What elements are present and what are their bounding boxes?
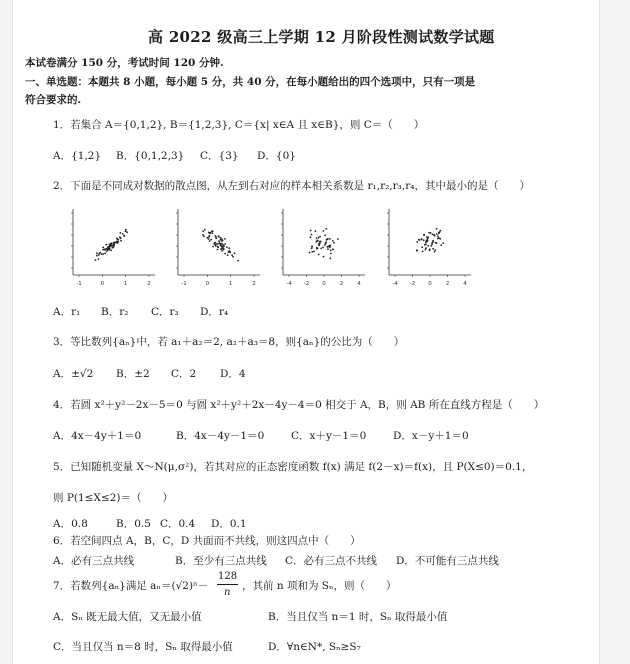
scatter-point [332, 240, 334, 242]
scatter-point [332, 248, 334, 250]
scatter-point [116, 237, 118, 239]
scatter-point [208, 236, 210, 238]
scatter-point [217, 246, 219, 248]
scatter-point [118, 239, 120, 241]
page-title: 高 2022 级高三上学期 12 月阶段性测试数学试题 [148, 28, 495, 46]
x-tick-label: 2 [445, 281, 450, 287]
q7-option-c: C．当且仅当 n＝8 时，Sₙ 取得最小值 [53, 641, 233, 653]
scatter-point [125, 229, 127, 231]
question-3-stem: 3．等比数列{aₙ}中，若 a₁＋a₂＝2, a₂＋a₃＝8，则{aₙ}的公比为（ ） [53, 336, 405, 348]
scatter-point [204, 229, 206, 231]
question-6-stem: 6．若空间四点 A，B，C，D 共面而不共线，则这四点中（ ） [53, 535, 361, 547]
scatter-point [322, 247, 324, 249]
scatter-point [105, 244, 107, 246]
scatter-point [324, 234, 326, 236]
scatter-point [323, 256, 325, 258]
scatter-point [224, 238, 226, 240]
scatter-point [440, 230, 442, 232]
scatter-point [416, 250, 418, 252]
scatter-point [320, 241, 322, 243]
x-tick-label: 0 [322, 281, 326, 287]
scatter-point [220, 248, 222, 250]
scatter-point [125, 230, 127, 232]
question-5-stem-cont: 则 P(1≤X≤2)＝（ ） [53, 492, 174, 504]
scatter-point [319, 236, 321, 238]
x-tick-label: -4 [392, 281, 398, 287]
scatter-point [422, 251, 424, 253]
scatter-point [123, 235, 125, 237]
q6-option-c: C．必有三点不共线 [285, 555, 378, 567]
scatter-point [101, 253, 103, 255]
q7-fraction-bar [217, 584, 238, 585]
q1-option-d: D．{0} [257, 150, 296, 162]
scatter-point [229, 251, 231, 253]
scatter-point [227, 254, 229, 256]
scatter-point [327, 246, 329, 248]
scatter-point [323, 230, 325, 232]
x-tick-label: -1 [181, 281, 187, 287]
q4-option-c: C．x＋y－1＝0 [291, 430, 367, 442]
scatter-point [325, 243, 327, 245]
scatter-point [116, 241, 118, 243]
scatter-point [437, 238, 439, 240]
scatter-point [223, 249, 225, 251]
scatter-point [110, 249, 112, 251]
q5-option-b: B．0.5 [116, 518, 151, 530]
scatter-point [99, 252, 101, 254]
scatter-point [433, 234, 435, 236]
scatter-point [221, 250, 223, 252]
scatter-point [222, 244, 224, 246]
scatter-point [214, 242, 216, 244]
scatter-point [95, 259, 97, 261]
scatter-point [329, 238, 331, 240]
viewer-left-margin [0, 0, 13, 664]
scatter-point [217, 249, 219, 251]
q5-option-a: A．0.8 [53, 518, 88, 530]
q6-option-b: B．至少有三点共线 [175, 555, 267, 567]
q2-option-b: B．r₂ [101, 306, 129, 318]
scatter-point [220, 243, 222, 245]
scatter-point [329, 257, 331, 259]
section-heading-line1: 一、单选题：本题共 8 小题，每小题 5 分，共 40 分，在每小题给出的四个选项中，只有一项是 [25, 76, 476, 88]
scatter-point [330, 249, 332, 251]
scatter-point [211, 232, 213, 234]
scatter-point [202, 230, 204, 232]
scatter-point [220, 239, 222, 241]
x-tick-label: -2 [303, 281, 310, 287]
x-tick-label: 0 [100, 281, 105, 287]
scatter-point [430, 245, 432, 247]
scatter-point [310, 230, 312, 232]
q4-option-a: A．4x－4y＋1＝0 [53, 430, 142, 442]
scatter-point [110, 244, 112, 246]
scatter-point [228, 247, 230, 249]
scatter-point [209, 240, 211, 242]
scatter-point [432, 241, 434, 243]
scatter-point [320, 248, 322, 250]
scatter-point [427, 237, 429, 239]
q4-option-b: B．4x－4y－1＝0 [176, 430, 265, 442]
scatter-point [220, 237, 222, 239]
question-4-stem: 4．若圆 x²＋y²－2x－5＝0 与圆 x²＋y²＋2x－4y－4＝0 相交于 A，B，则 AB 所在直线方程是（ ） [53, 399, 545, 411]
scatter-point [440, 244, 442, 246]
scatter-point [311, 251, 313, 253]
scatter-point [98, 258, 100, 260]
x-tick-label: 1 [123, 281, 128, 287]
x-tick-label: -2 [409, 281, 416, 287]
scatter-point [98, 254, 100, 256]
scatter-point [222, 247, 224, 249]
scatter-point [317, 248, 319, 250]
q7-option-a: A．Sₙ 既无最大值，又无最小值 [53, 611, 202, 623]
scatter-point [212, 246, 214, 248]
x-tick-label: 4 [357, 281, 361, 287]
scatter-plot-3 [273, 205, 369, 289]
scatter-point [419, 239, 421, 241]
scatter-point [326, 239, 328, 241]
scatter-point [421, 246, 423, 248]
scatter-point [212, 230, 214, 232]
scatter-point [218, 235, 220, 237]
x-tick-label: 2 [147, 281, 151, 287]
scatter-point [423, 239, 425, 241]
scatter-point [109, 245, 111, 247]
scatter-point [318, 243, 320, 245]
q2-option-d: D．r₄ [200, 306, 229, 318]
x-tick-label: 1 [228, 281, 233, 287]
q1-option-c: C．{3} [200, 150, 239, 162]
scatter-point [120, 240, 122, 242]
scatter-point [311, 246, 313, 248]
scatter-point [333, 242, 335, 244]
scatter-point [310, 236, 312, 238]
q1-option-b: B．{0,1,2,3} [116, 150, 185, 162]
q6-option-a: A．必有三点共线 [53, 555, 135, 567]
x-tick-label: -1 [76, 281, 82, 287]
scatter-point [113, 243, 115, 245]
scatter-point [119, 236, 121, 238]
x-tick-label: 2 [252, 281, 256, 287]
scatter-point [126, 231, 128, 233]
scatter-plot-2 [168, 205, 264, 289]
scatter-point [330, 253, 332, 255]
q4-option-d: D．x－y＋1＝0 [393, 430, 469, 442]
scatter-point [429, 248, 431, 250]
scatter-point [316, 240, 318, 242]
x-tick-label: 0 [428, 281, 432, 287]
question-1-stem: 1．若集合 A＝{0,1,2}, B＝{1,2,3}, C＝{x| x∈A 且 x∈B}，则 C＝（ ） [53, 119, 425, 131]
exam-info: 本试卷满分 150 分，考试时间 120 分钟. [25, 57, 224, 69]
x-tick-label: 4 [463, 281, 467, 287]
scatter-point [431, 243, 433, 245]
scatter-point [428, 232, 430, 234]
scatter-point [106, 251, 108, 253]
scatter-point [109, 249, 111, 251]
scatter-point [337, 238, 339, 240]
q3-option-b: B．±2 [116, 368, 150, 380]
scatter-point [218, 240, 220, 242]
scatter-point [232, 256, 234, 258]
scatter-point [209, 233, 211, 235]
scatter-point [102, 249, 104, 251]
scatter-point [436, 242, 438, 244]
scatter-point [318, 254, 320, 256]
q6-option-d: D．不可能有三点共线 [396, 555, 499, 567]
scatter-point [96, 252, 98, 254]
x-tick-label: 2 [339, 281, 344, 287]
x-tick-label: 0 [205, 281, 210, 287]
scatter-point [329, 246, 331, 248]
scatter-point [318, 237, 320, 239]
scatter-point [215, 237, 217, 239]
q2-option-c: C．r₃ [151, 306, 179, 318]
q7-fraction-numerator: 128 [218, 571, 238, 582]
scatter-point [104, 248, 106, 250]
document-page [13, 0, 599, 664]
scatter-point [425, 247, 427, 249]
scatter-point [416, 241, 418, 243]
scatter-point [327, 238, 329, 240]
question-2-stem: 2．下面是不同成对数据的散点图，从左到右对应的样本相关系数是 r₁,r₂,r₃,r₄，其中最小的是（ ） [53, 180, 530, 192]
scatter-point [224, 243, 226, 245]
scatter-point [427, 245, 429, 247]
q2-option-a: A．r₁ [53, 306, 81, 318]
question-7-stem-part2: ，其前 n 项和为 Sₙ，则（ ） [242, 580, 397, 592]
scatter-point [436, 228, 438, 230]
scatter-point [207, 237, 209, 239]
scatter-point [309, 252, 311, 254]
q1-option-a: A．{1,2} [53, 150, 102, 162]
scatter-point [423, 234, 425, 236]
scatter-point [442, 242, 444, 244]
scatter-point [436, 233, 438, 235]
scatter-point [237, 260, 239, 262]
x-tick-label: -4 [286, 281, 292, 287]
scatter-point [112, 247, 114, 249]
section-heading-line2: 符合要求的. [25, 94, 82, 106]
scatter-point [313, 251, 315, 253]
scatter-point [434, 251, 436, 253]
scatter-point [102, 247, 104, 249]
scatter-point [226, 246, 228, 248]
scatter-point [311, 248, 313, 250]
q5-option-c: C．0.4 [160, 518, 196, 530]
q7-fraction-denominator: n [224, 587, 231, 598]
scatter-point [421, 238, 423, 240]
scatter-point [311, 234, 313, 236]
scatter-point [224, 253, 226, 255]
viewer-right-margin [599, 0, 630, 664]
scatter-point [119, 232, 121, 234]
scatter-point [106, 248, 108, 250]
scatter-point [223, 246, 225, 248]
scatter-point [203, 235, 205, 237]
scatter-point [316, 237, 318, 239]
q7-option-b: B．当且仅当 n＝1 时，Sₙ 取得最小值 [268, 611, 448, 623]
scatter-point [104, 252, 106, 254]
scatter-point [231, 254, 233, 256]
q3-option-a: A．±√2 [53, 368, 94, 380]
scatter-point [325, 228, 327, 230]
q5-option-d: D．0.1 [211, 518, 247, 530]
scatter-plot-1 [63, 205, 159, 289]
question-7-stem-part1: 7．若数列{aₙ}满足 aₙ＝(√2)ⁿ－ [53, 580, 209, 592]
scatter-point [122, 233, 124, 235]
scatter-point [234, 252, 236, 254]
scatter-point [315, 230, 317, 232]
scatter-point [424, 244, 426, 246]
scatter-point [437, 235, 439, 237]
scatter-point [210, 239, 212, 241]
q7-option-d: D．∀n∈N*, Sₙ≥S₇ [268, 641, 361, 653]
scatter-point [430, 232, 432, 234]
scatter-point [434, 249, 436, 251]
scatter-point [327, 248, 329, 250]
q3-option-c: C．2 [171, 368, 197, 380]
question-5-stem: 5．已知随机变量 X～N(μ,σ²)，若其对应的正态密度函数 f(x) 满足 f(2－x)＝f(x)，且 P(X≤0)＝0.1， [53, 461, 533, 473]
scatter-point [96, 255, 98, 257]
scatter-plot-4 [379, 205, 475, 289]
scatter-point [112, 244, 114, 246]
scatter-point [432, 248, 434, 250]
q3-option-d: D．4 [220, 368, 246, 380]
